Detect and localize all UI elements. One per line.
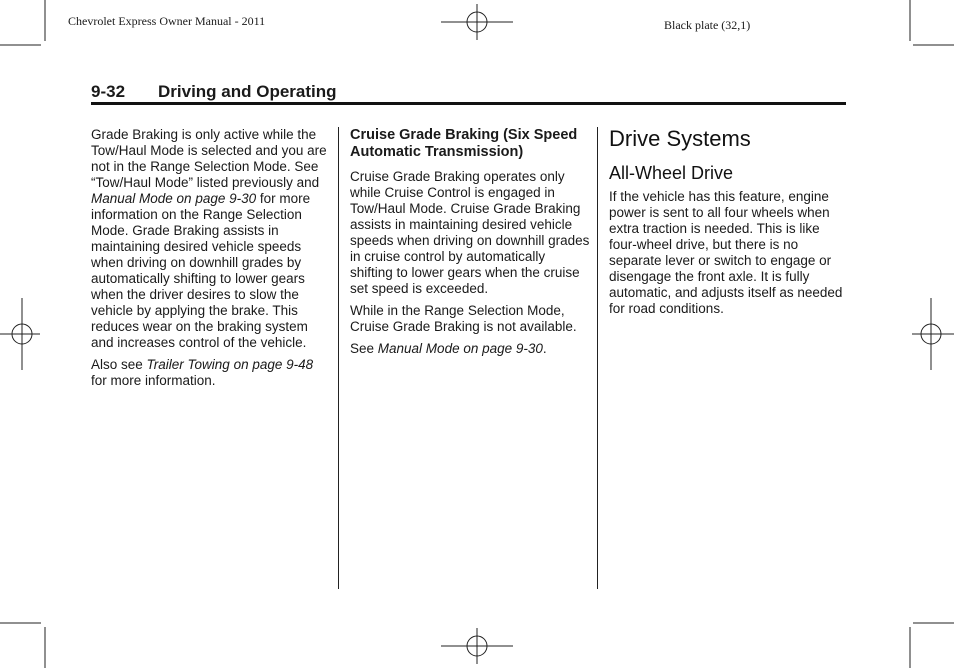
paragraph: Grade Braking is only active while the Tow/Haul Mode is selected and you are not in the Range Selection Mode. See “Tow/Haul Mode” listed previously and Manual Mode on page 9-30 for more information on the Range Selection Mode. Grade Braking assists in maintaining desired vehicle speeds when driving on downhill grades by automatically shifting to lower gears when the driver desires to slow the vehicle by applying the brake. This reduces wear on the braking system and increases control of the vehicle. (91, 127, 327, 350)
header-rule (91, 102, 846, 105)
registration-mark-right (912, 298, 954, 370)
cross-reference-link[interactable]: Manual Mode on page 9-30 (377, 341, 543, 356)
page-number: 9-32 (91, 82, 126, 101)
registration-mark-top (441, 4, 513, 40)
section-heading: Drive Systems (609, 126, 751, 151)
column-3 (609, 127, 849, 323)
paragraph: Also see Trailer Towing on page 9-48 for more information. (91, 357, 314, 388)
paragraph: See Manual Mode on page 9-30. (350, 341, 547, 356)
section-title: Driving and Operating (158, 82, 337, 101)
paragraph: While in the Range Selection Mode, Cruise Grade Braking is not available. (350, 303, 577, 334)
running-header-left: Chevrolet Express Owner Manual - 2011 (68, 14, 266, 28)
subsection-heading: Cruise Grade Braking (Six Speed Automatic Transmission) (350, 127, 578, 160)
registration-mark-bottom (441, 628, 513, 664)
cross-reference-link[interactable]: Trailer Towing on page 9-48 (146, 357, 314, 372)
column-1 (91, 127, 331, 395)
column-divider (338, 127, 339, 589)
registration-mark-left (0, 298, 40, 370)
subsection-heading: All-Wheel Drive (609, 163, 734, 183)
paragraph: If the vehicle has this feature, engine power is sent to all four wheels when extra traction is needed. This is like four-wheel drive, but there is no separate lever or switch to engage or disengage the front axle. It is fully automatic, and adjusts itself as needed for road conditions. (609, 189, 843, 316)
column-2 (350, 127, 590, 363)
running-header-right: Black plate (32,1) (664, 18, 751, 32)
column-divider (597, 127, 598, 589)
cross-reference-link[interactable]: Manual Mode on page 9-30 (91, 191, 257, 206)
section-header (91, 82, 337, 102)
paragraph: Cruise Grade Braking operates only while Cruise Control is engaged in Tow/Haul Mode. Cruise Grade Braking assists in maintaining desired vehicle speeds when driving on downhill grades in cruise control by automatically shifting to lower gears when the cruise set speed is exceeded. (350, 169, 590, 296)
